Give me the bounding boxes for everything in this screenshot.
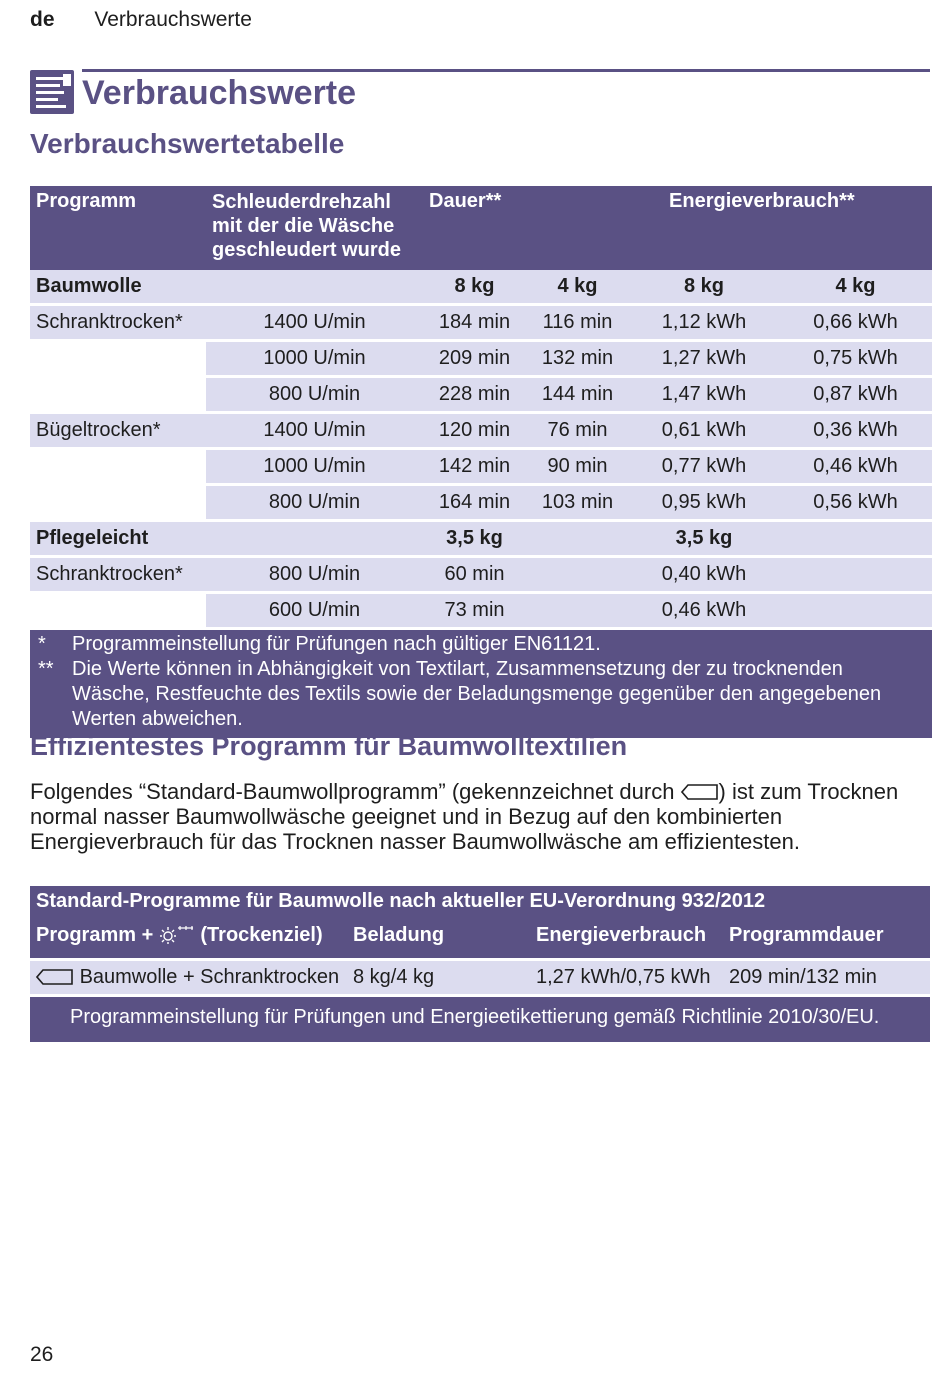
section-header (30, 68, 930, 116)
standard-program (30, 960, 347, 996)
running-header (30, 8, 252, 32)
energy-value: 0,36 kWh (779, 413, 932, 449)
duration-value: 144 min (526, 377, 629, 413)
energy-value: 0,87 kWh (779, 377, 932, 413)
load-value: 8 kg/4 kg (347, 960, 530, 996)
spin-speed: 1000 U/min (206, 341, 423, 377)
table-row (30, 449, 932, 485)
program-name: Bügeltrocken* (30, 413, 206, 449)
spin-speed: 800 U/min (206, 485, 423, 521)
duration-value: 142 min (423, 449, 526, 485)
standard-program-table (30, 886, 930, 1042)
duration-value: 60 min (423, 557, 526, 593)
energy-value: 0,77 kWh (629, 449, 779, 485)
footnote-mark: * (38, 633, 46, 655)
energy-value: 0,40 kWh (629, 557, 779, 593)
drying-target-icon (159, 924, 195, 944)
group-row-pflegeleicht (30, 521, 932, 557)
footnote (36, 632, 926, 657)
load-value: 3,5 kg (629, 521, 779, 557)
consumption-table-icon (30, 70, 74, 114)
standard-program-marker-icon (681, 783, 719, 801)
duration-value: 76 min (526, 413, 629, 449)
table-row (30, 413, 932, 449)
duration-value: 120 min (423, 413, 526, 449)
section2-title: Effizientestes Programm für Baumwolltextilien (30, 731, 628, 761)
table2-title-row (30, 886, 930, 920)
duration-value: 90 min (526, 449, 629, 485)
spin-speed: 1400 U/min (206, 305, 423, 341)
energy-value: 1,12 kWh (629, 305, 779, 341)
table-row (30, 485, 932, 521)
footnote-text: Programmeinstellung für Prüfungen nach gültiger EN61121. (72, 633, 601, 655)
load-value: 4 kg (526, 270, 629, 305)
header-load: Beladung (347, 920, 530, 960)
paragraph-text-after: ) ist zum Trocknen normal nasser Baumwollwäsche geeignet und in Bezug auf den kombinierten Energieverbrauch für das Trocknen nasser Baumwollwäsche am effizientesten. (30, 779, 899, 854)
paragraph-text-before: Folgendes “Standard-Baumwollprogramm” (gekennzeichnet durch (30, 779, 681, 804)
group-name: Pflegeleicht (30, 521, 206, 557)
program-name: Schranktrocken* (30, 305, 206, 341)
table-row (30, 557, 932, 593)
spin-speed: 1000 U/min (206, 449, 423, 485)
header-energy: Energieverbrauch** (629, 186, 932, 270)
duration-value: 73 min (423, 593, 526, 629)
header-spin-speed: Schleuderdrehzahl mit der die Wäsche geschleudert wurde (206, 186, 423, 270)
header-energy: Energieverbrauch (530, 920, 723, 960)
spin-speed: 800 U/min (206, 377, 423, 413)
spin-speed: 600 U/min (206, 593, 423, 629)
energy-value: 0,46 kWh (629, 593, 779, 629)
energy-value: 0,56 kWh (779, 485, 932, 521)
energy-value: 0,75 kWh (779, 341, 932, 377)
table2-title: Standard-Programme für Baumwolle nach aktueller EU-Verordnung 932/2012 (30, 886, 930, 920)
header-program (30, 920, 347, 960)
spin-speed: 1400 U/min (206, 413, 423, 449)
energy-value: 0,46 kWh (779, 449, 932, 485)
table2-note: Programmeinstellung für Prüfungen und Energieetikettierung gemäß Richtlinie 2010/30/EU. (30, 996, 930, 1043)
duration-value: 103 min (526, 485, 629, 521)
duration-value: 164 min (423, 485, 526, 521)
energy-value: 0,61 kWh (629, 413, 779, 449)
energy-value: 0,66 kWh (779, 305, 932, 341)
duration-value: 132 min (526, 341, 629, 377)
section-rule (82, 69, 930, 72)
program-name: Schranktrocken* (30, 557, 206, 593)
load-value: 3,5 kg (423, 521, 526, 557)
spin-speed: 800 U/min (206, 557, 423, 593)
standard-program-marker-icon (36, 968, 74, 986)
consumption-table (30, 186, 932, 738)
group-row-baumwolle (30, 270, 932, 305)
load-value: 8 kg (423, 270, 526, 305)
program-name: Baumwolle + Schranktrocken (79, 966, 340, 988)
energy-value: 1,27 kWh (629, 341, 779, 377)
footnote-text: Die Werte können in Abhängigkeit von Textilart, Zusammensetzung der zu trocknenden Wäsche, Restfeuchte des Textils sowie der Beladungsmenge gegenüber den angegebenen Werten abweichen. (72, 658, 882, 730)
table2-note-row (30, 996, 930, 1043)
duration-value: 228 min (423, 377, 526, 413)
duration-value: 116 min (526, 305, 629, 341)
energy-value: 1,27 kWh/0,75 kWh (530, 960, 723, 996)
group-name: Baumwolle (30, 270, 206, 305)
duration-value: 184 min (423, 305, 526, 341)
efficiency-paragraph (30, 779, 920, 854)
table-row (30, 377, 932, 413)
table-footnotes (30, 629, 932, 739)
running-header-title: Verbrauchswerte (94, 8, 252, 31)
footnote (36, 657, 926, 732)
duration-value: 209 min (423, 341, 526, 377)
table2-header-row (30, 920, 930, 960)
energy-value: 1,47 kWh (629, 377, 779, 413)
page-number: 26 (30, 1343, 54, 1366)
table-header-row (30, 186, 932, 270)
load-value: 4 kg (779, 270, 932, 305)
footnote-mark: ** (38, 658, 54, 680)
header-program: Programm (30, 186, 206, 270)
header-duration: Dauer** (423, 186, 629, 270)
energy-value: 0,95 kWh (629, 485, 779, 521)
language-code: de (30, 8, 55, 31)
duration-value: 209 min/132 min (723, 960, 930, 996)
load-value: 8 kg (629, 270, 779, 305)
table1-title: Verbrauchswertetabelle (30, 128, 345, 159)
section-title: Verbrauchswerte (82, 74, 357, 112)
table-row (30, 341, 932, 377)
header-program-prefix: Programm + (36, 924, 154, 946)
table-row (30, 960, 930, 996)
table-row (30, 305, 932, 341)
table-row (30, 593, 932, 629)
header-duration: Programmdauer (723, 920, 930, 960)
header-program-suffix: (Trockenziel) (200, 924, 323, 946)
